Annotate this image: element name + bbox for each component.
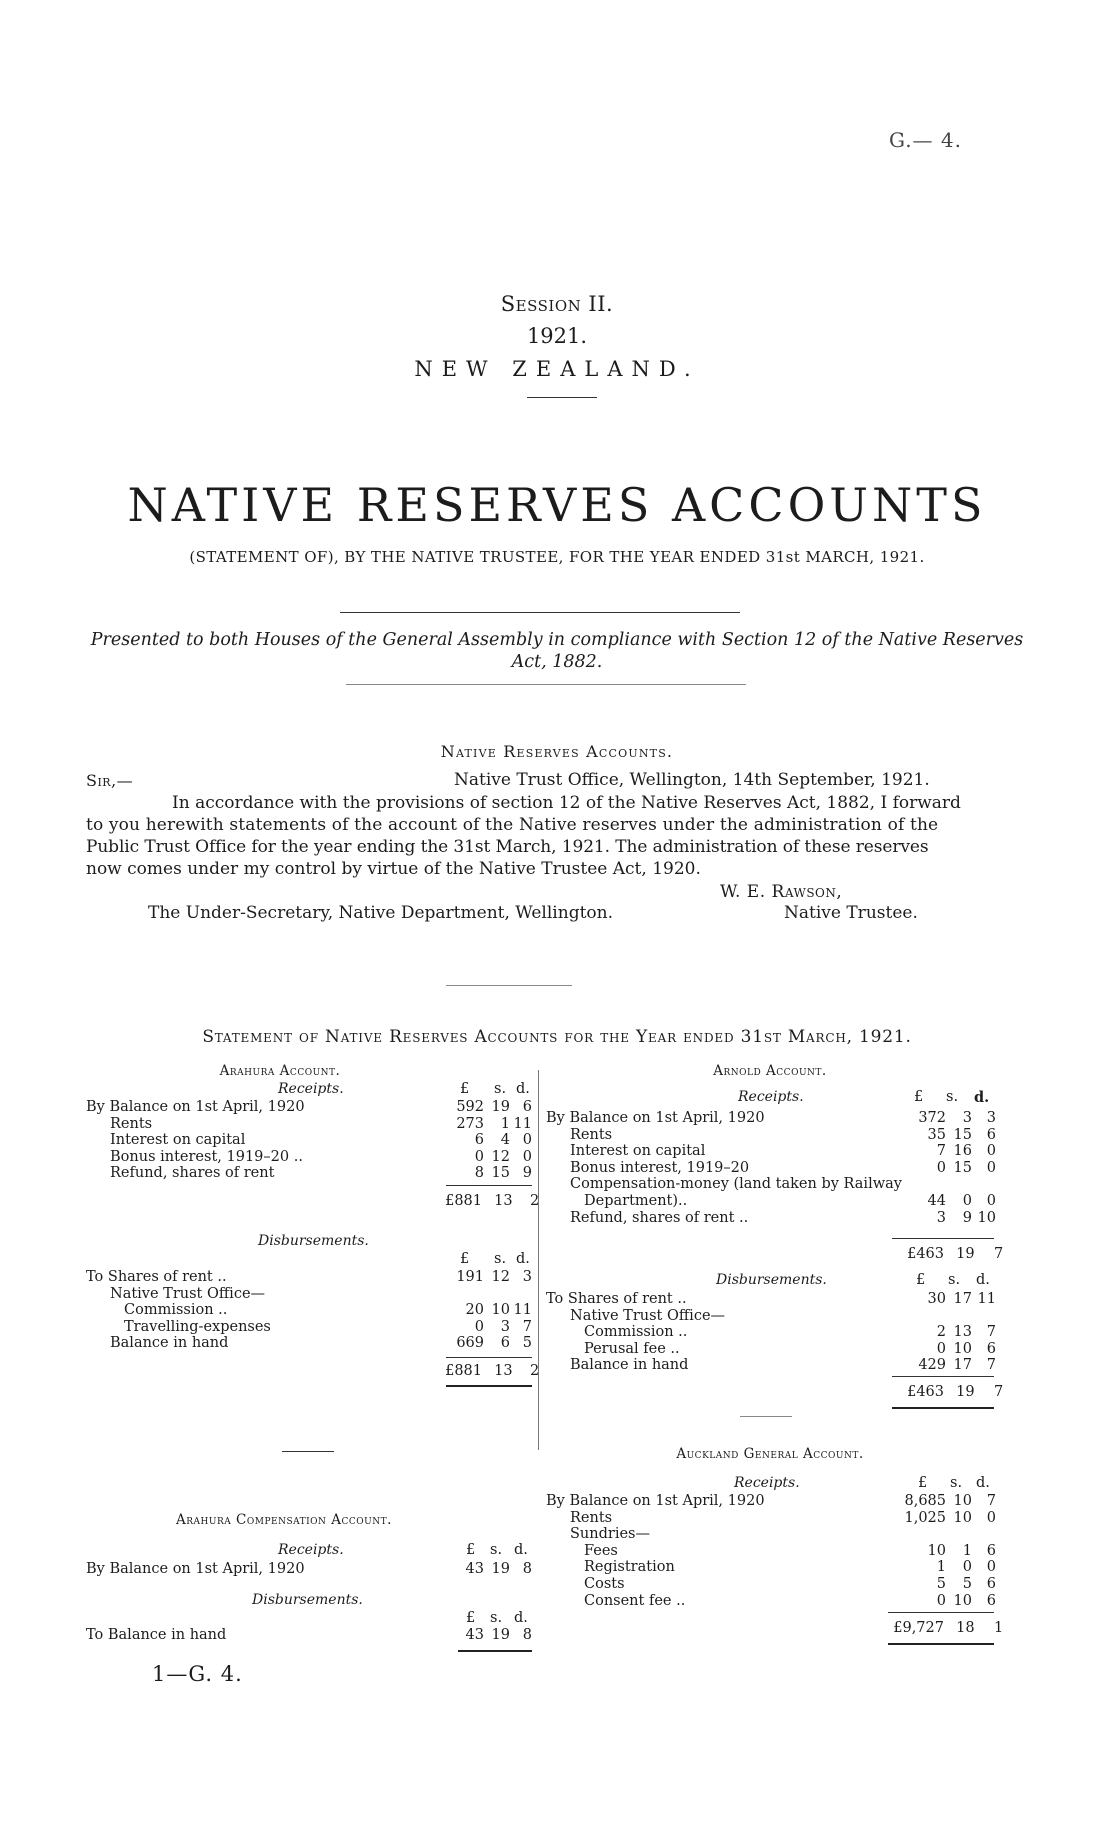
col-shilling: s. [494, 1251, 507, 1267]
ledger-row-label: To Shares of rent .. [86, 1269, 227, 1285]
amount-pounds: 0 [936, 1340, 946, 1357]
total-shillings: 18 [956, 1620, 975, 1636]
arnold-disb-total-rule [892, 1376, 994, 1377]
col-shilling: s. [490, 1542, 503, 1558]
amount-pounds: 592 [456, 1099, 484, 1115]
ledger-row-label: Refund, shares of rent [110, 1165, 275, 1182]
ledger-row-label: Bonus interest, 1919–20 [570, 1159, 750, 1176]
ledger-row-label: By Balance on 1st April, 1920 [86, 1561, 305, 1577]
statement-title: Statement of Native Reserves Accounts for the Year ended 31st March, 1921. [202, 1027, 912, 1047]
ledger-row [86, 1116, 532, 1133]
arnold-disb-col-headers [898, 1272, 994, 1290]
letter-body-1: In accordance with the provisions of section 12 of the Native Reserves Act, 1882, I forward [172, 793, 961, 813]
letter-heading: Native Reserves Accounts. [440, 742, 674, 761]
amount-shillings: 17 [953, 1291, 972, 1307]
col-shilling: s. [948, 1272, 961, 1288]
amount-shillings: 3 [500, 1318, 510, 1335]
arnold-receipts-label: Receipts. [738, 1089, 804, 1105]
arnold-receipts-table [546, 1110, 996, 1226]
amount-shillings: 9 [962, 1209, 972, 1226]
ledger-row-label: By Balance on 1st April, 1920 [546, 1110, 765, 1126]
amount-pounds: 273 [456, 1115, 484, 1132]
document-title: NATIVE RESERVES ACCOUNTS [127, 478, 987, 532]
ledger-row-label: Consent fee .. [584, 1592, 686, 1609]
auckland-col-headers [898, 1475, 994, 1493]
letter-signatory: W. E. Rawson, [720, 882, 843, 902]
ledger-row [546, 1127, 996, 1144]
letter-salutation: Sir,— [86, 771, 134, 790]
auckland-account-title: Auckland General Account. [676, 1446, 864, 1462]
amount-pounds: 43 [465, 1627, 484, 1643]
page-reference: G.— 4. [888, 128, 962, 152]
total-pence: 7 [993, 1384, 1004, 1400]
presented-text-1: Presented to both Houses of the General Assembly in compliance with Section 12 of the Native Reserves [90, 630, 1024, 650]
arnold-receipts-total-rule [892, 1238, 994, 1239]
amount-pounds: 5 [936, 1575, 946, 1592]
ledger-row-label: Interest on capital [110, 1132, 246, 1149]
amount-pence: 6 [986, 1575, 996, 1592]
ledger-row [546, 1543, 996, 1560]
arahura-disb-total [86, 1363, 540, 1380]
amount-pounds: 0 [936, 1592, 946, 1609]
amount-pounds: 35 [927, 1126, 946, 1143]
total-pence: 7 [993, 1246, 1004, 1262]
ledger-row [546, 1160, 996, 1177]
total-shillings: 19 [956, 1246, 975, 1262]
ledger-row [86, 1627, 532, 1644]
col-shilling: s. [950, 1475, 963, 1491]
ledger-row [86, 1165, 532, 1182]
presented-rule-bottom [346, 684, 746, 685]
amount-shillings: 1 [962, 1542, 972, 1559]
total-shillings: 13 [494, 1363, 513, 1379]
arahura-comp-title: Arahura Compensation Account. [176, 1512, 392, 1528]
amount-pence: 6 [986, 1542, 996, 1559]
amount-pence: 11 [513, 1115, 532, 1132]
amount-pence: 7 [522, 1318, 532, 1335]
total-pounds: £881 [445, 1363, 482, 1379]
ledger-row-label: To Balance in hand [86, 1627, 227, 1643]
ledger-row [546, 1324, 996, 1341]
ledger-row [546, 1341, 996, 1358]
col-pence: d. [976, 1475, 990, 1491]
ledger-row [546, 1176, 996, 1193]
ledger-row [86, 1302, 532, 1319]
amount-shillings: 10 [953, 1493, 972, 1509]
amount-pence: 6 [986, 1126, 996, 1143]
letter-place-date: Native Trust Office, Wellington, 14th September, 1921. [454, 770, 930, 790]
total-shillings: 13 [494, 1193, 513, 1209]
amount-pence: 6 [986, 1592, 996, 1609]
ledger-row-label: To Shares of rent .. [546, 1291, 687, 1307]
ledger-row [86, 1319, 532, 1336]
amount-shillings: 15 [953, 1159, 972, 1176]
left-section-divider [282, 1451, 334, 1452]
amount-shillings: 0 [962, 1192, 972, 1209]
ledger-row [546, 1308, 996, 1325]
ledger-row [86, 1335, 532, 1352]
arahura-disbursements-label: Disbursements. [258, 1233, 369, 1249]
presented-rule-top [340, 612, 740, 613]
letter-addressee: The Under-Secretary, Native Department, Wellington. [148, 903, 613, 923]
ledger-row-label: Rents [110, 1115, 153, 1132]
amount-pounds: 44 [927, 1192, 946, 1209]
amount-pence: 7 [986, 1493, 996, 1509]
amount-pence: 8 [522, 1561, 532, 1577]
ledger-row-label: Fees [584, 1542, 618, 1559]
arahura-receipts-label: Receipts. [278, 1081, 344, 1097]
amount-shillings: 10 [953, 1509, 972, 1526]
ledger-row-label: Perusal fee .. [584, 1340, 680, 1357]
ledger-row [546, 1143, 996, 1160]
col-pound: £ [918, 1475, 928, 1491]
arahura-disbursements-table [86, 1269, 532, 1352]
amount-shillings: 12 [491, 1269, 510, 1285]
amount-pence: 0 [986, 1159, 996, 1176]
amount-pounds: 43 [465, 1561, 484, 1577]
amount-pence: 6 [986, 1340, 996, 1357]
amount-pounds: 3 [936, 1209, 946, 1226]
ledger-row-label: Commission .. [124, 1302, 228, 1319]
ledger-row [86, 1561, 532, 1578]
amount-pounds: 0 [474, 1148, 484, 1165]
amount-pounds: 0 [474, 1318, 484, 1335]
amount-shillings: 17 [953, 1357, 972, 1374]
total-pence: 2 [529, 1363, 540, 1379]
amount-shillings: 10 [491, 1302, 510, 1319]
col-pence: d. [976, 1272, 990, 1288]
session-line: Session II. [500, 292, 614, 316]
amount-shillings: 19 [491, 1561, 510, 1577]
col-shilling: s. [946, 1089, 959, 1105]
amount-pence: 0 [522, 1148, 532, 1165]
amount-pounds: 1,025 [904, 1509, 946, 1526]
amount-shillings: 10 [953, 1592, 972, 1609]
presented-text-2: Act, 1882. [511, 652, 603, 672]
ledger-row [86, 1286, 532, 1303]
amount-shillings: 19 [491, 1627, 510, 1643]
ledger-row-label: Registration [584, 1559, 675, 1576]
arahura-col-headers [446, 1081, 532, 1099]
letter-signatory-title: Native Trustee. [784, 903, 918, 923]
amount-pence: 7 [986, 1357, 996, 1374]
arahura-comp-receipts-label: Receipts. [278, 1542, 344, 1558]
arahura-disb-total-rule [446, 1357, 532, 1358]
amount-pence: 11 [513, 1302, 532, 1319]
col-pence: d. [514, 1610, 528, 1626]
total-pounds: £463 [907, 1384, 944, 1400]
year-line: 1921. [526, 324, 588, 348]
arahura-comp-col-headers [446, 1542, 532, 1560]
amount-shillings: 0 [962, 1559, 972, 1576]
ledger-row [546, 1291, 996, 1308]
ledger-row [546, 1110, 996, 1127]
total-pounds: £9,727 [893, 1620, 944, 1636]
amount-shillings: 6 [500, 1335, 510, 1352]
letter-body-4: now comes under my control by virtue of the Native Trustee Act, 1920. [86, 859, 701, 879]
amount-shillings: 4 [500, 1132, 510, 1149]
ledger-row-label: Rents [570, 1509, 613, 1526]
right-section-divider [740, 1416, 792, 1417]
amount-pounds: 30 [927, 1291, 946, 1307]
amount-shillings: 3 [962, 1110, 972, 1126]
total-pounds: £881 [445, 1193, 482, 1209]
amount-shillings: 10 [953, 1340, 972, 1357]
amount-shillings: 13 [953, 1324, 972, 1341]
ledger-row [546, 1357, 996, 1374]
amount-shillings: 12 [491, 1148, 510, 1165]
col-pence: d. [514, 1542, 528, 1558]
col-pound: £ [466, 1610, 476, 1626]
amount-pounds: 372 [918, 1110, 946, 1126]
amount-pence: 5 [522, 1335, 532, 1352]
auckland-total-rule [888, 1612, 994, 1613]
arahura-receipts-total [86, 1193, 540, 1210]
arahura-comp-disb-col-headers [446, 1610, 532, 1628]
arnold-double-rule [892, 1407, 994, 1409]
ledger-row-label: Compensation-money (land taken by Railway [570, 1176, 902, 1193]
ledger-row-label: Bonus interest, 1919–20 .. [110, 1148, 303, 1165]
letter-body-2: to you herewith statements of the account of the Native reserves under the administration of the [86, 815, 939, 835]
amount-pounds: 20 [465, 1302, 484, 1319]
amount-pounds: 8,685 [904, 1493, 946, 1509]
amount-pence: 0 [522, 1132, 532, 1149]
amount-pence: 11 [977, 1291, 996, 1307]
amount-pence: 9 [522, 1165, 532, 1182]
arahura-double-rule [446, 1385, 532, 1387]
amount-shillings: 15 [953, 1126, 972, 1143]
arnold-receipts-total [546, 1246, 1004, 1263]
amount-pounds: 8 [474, 1165, 484, 1182]
ledger-row-label: Travelling-expenses [124, 1318, 271, 1335]
country-line: NEW ZEALAND. [414, 357, 700, 381]
col-pound: £ [914, 1089, 924, 1105]
ledger-row-label: Commission .. [584, 1324, 688, 1341]
amount-pence: 3 [522, 1269, 532, 1285]
ledger-row [546, 1210, 996, 1227]
amount-shillings: 15 [491, 1165, 510, 1182]
col-pound: £ [916, 1272, 926, 1288]
auckland-receipts-total [546, 1620, 1004, 1637]
arahura-comp-disb-table [86, 1627, 532, 1644]
arnold-disbursements-label: Disbursements. [716, 1272, 827, 1288]
amount-pence: 0 [986, 1143, 996, 1160]
amount-pence: 0 [986, 1559, 996, 1576]
ledger-row-label: Balance in hand [110, 1335, 229, 1352]
ledger-row [86, 1149, 532, 1166]
amount-pounds: 429 [918, 1357, 946, 1374]
ledger-row-label: Sundries— [570, 1526, 650, 1543]
ledger-row-label: Rents [570, 1126, 613, 1143]
document-subtitle: (STATEMENT OF), BY THE NATIVE TRUSTEE, FOR THE YEAR ENDED 31st MARCH, 1921. [189, 548, 925, 566]
amount-pence: 10 [977, 1209, 996, 1226]
ledger-row-label: Interest on capital [570, 1143, 706, 1160]
total-pounds: £463 [907, 1246, 944, 1262]
auckland-receipts-label: Receipts. [734, 1475, 800, 1491]
ledger-row [86, 1132, 532, 1149]
arahura-receipts-table [86, 1099, 532, 1182]
amount-pounds: 10 [927, 1542, 946, 1559]
amount-pounds: 6 [474, 1132, 484, 1149]
amount-pence: 0 [986, 1509, 996, 1526]
ledger-row-label: Costs [584, 1575, 625, 1592]
ledger-row-label: Balance in hand [570, 1357, 689, 1374]
amount-pounds: 669 [456, 1335, 484, 1352]
column-divider [538, 1070, 539, 1450]
amount-pounds: 2 [936, 1324, 946, 1341]
amount-pounds: 0 [936, 1159, 946, 1176]
ledger-row [546, 1526, 996, 1543]
col-pence: d. [516, 1251, 530, 1267]
arnold-col-headers [898, 1089, 994, 1107]
arahura-account-title: Arahura Account. [219, 1063, 341, 1079]
amount-pence: 7 [986, 1324, 996, 1341]
amount-pence: 0 [986, 1192, 996, 1209]
total-pence: 2 [529, 1193, 540, 1209]
amount-pounds: 1 [936, 1559, 946, 1576]
auckland-receipts-table [546, 1493, 996, 1609]
ledger-row [86, 1269, 532, 1286]
amount-pounds: 7 [936, 1143, 946, 1160]
ledger-row [546, 1593, 996, 1610]
amount-pence: 8 [522, 1627, 532, 1643]
ledger-row [546, 1576, 996, 1593]
ledger-row-label: Native Trust Office— [110, 1285, 266, 1302]
auckland-double-rule [888, 1643, 994, 1645]
ledger-row [546, 1493, 996, 1510]
ledger-row [546, 1193, 996, 1210]
ledger-row [546, 1559, 996, 1576]
col-shilling: s. [490, 1610, 503, 1626]
letter-body-3: Public Trust Office for the year ending the 31st March, 1921. The administration of these reserves [86, 837, 929, 857]
arahura-comp-double-rule [458, 1650, 532, 1652]
amount-shillings: 16 [953, 1143, 972, 1160]
arnold-disbursements-table [546, 1291, 996, 1374]
ledger-row-label: By Balance on 1st April, 1920 [86, 1099, 305, 1115]
arahura-disb-col-headers [446, 1251, 532, 1269]
total-shillings: 19 [956, 1384, 975, 1400]
arahura-comp-receipts-table [86, 1561, 532, 1578]
col-pence: d. [974, 1089, 990, 1106]
amount-pence: 3 [986, 1110, 996, 1126]
ledger-row-label: Refund, shares of rent .. [570, 1209, 749, 1226]
amount-pence: 6 [522, 1099, 532, 1115]
arnold-disb-total [546, 1384, 1004, 1401]
ledger-row-label: By Balance on 1st April, 1920 [546, 1493, 765, 1509]
ledger-row [546, 1510, 996, 1527]
col-pound: £ [460, 1251, 470, 1267]
amount-shillings: 1 [500, 1115, 510, 1132]
amount-shillings: 5 [962, 1575, 972, 1592]
col-pound: £ [460, 1081, 470, 1097]
total-pence: 1 [993, 1620, 1004, 1636]
col-shilling: s. [494, 1081, 507, 1097]
amount-pounds: 191 [456, 1269, 484, 1285]
letter-divider [446, 985, 572, 986]
ledger-row-label: Native Trust Office— [570, 1307, 726, 1324]
ledger-row-label: Department).. [584, 1192, 688, 1209]
header-divider [527, 397, 597, 398]
arahura-comp-disb-label: Disbursements. [252, 1592, 363, 1608]
ledger-row [86, 1099, 532, 1116]
col-pence: d. [516, 1081, 530, 1097]
amount-shillings: 19 [491, 1099, 510, 1115]
arahura-receipts-total-rule [446, 1185, 532, 1186]
footer-reference: 1—G. 4. [152, 1662, 243, 1686]
arnold-account-title: Arnold Account. [713, 1063, 827, 1079]
col-pound: £ [466, 1542, 476, 1558]
